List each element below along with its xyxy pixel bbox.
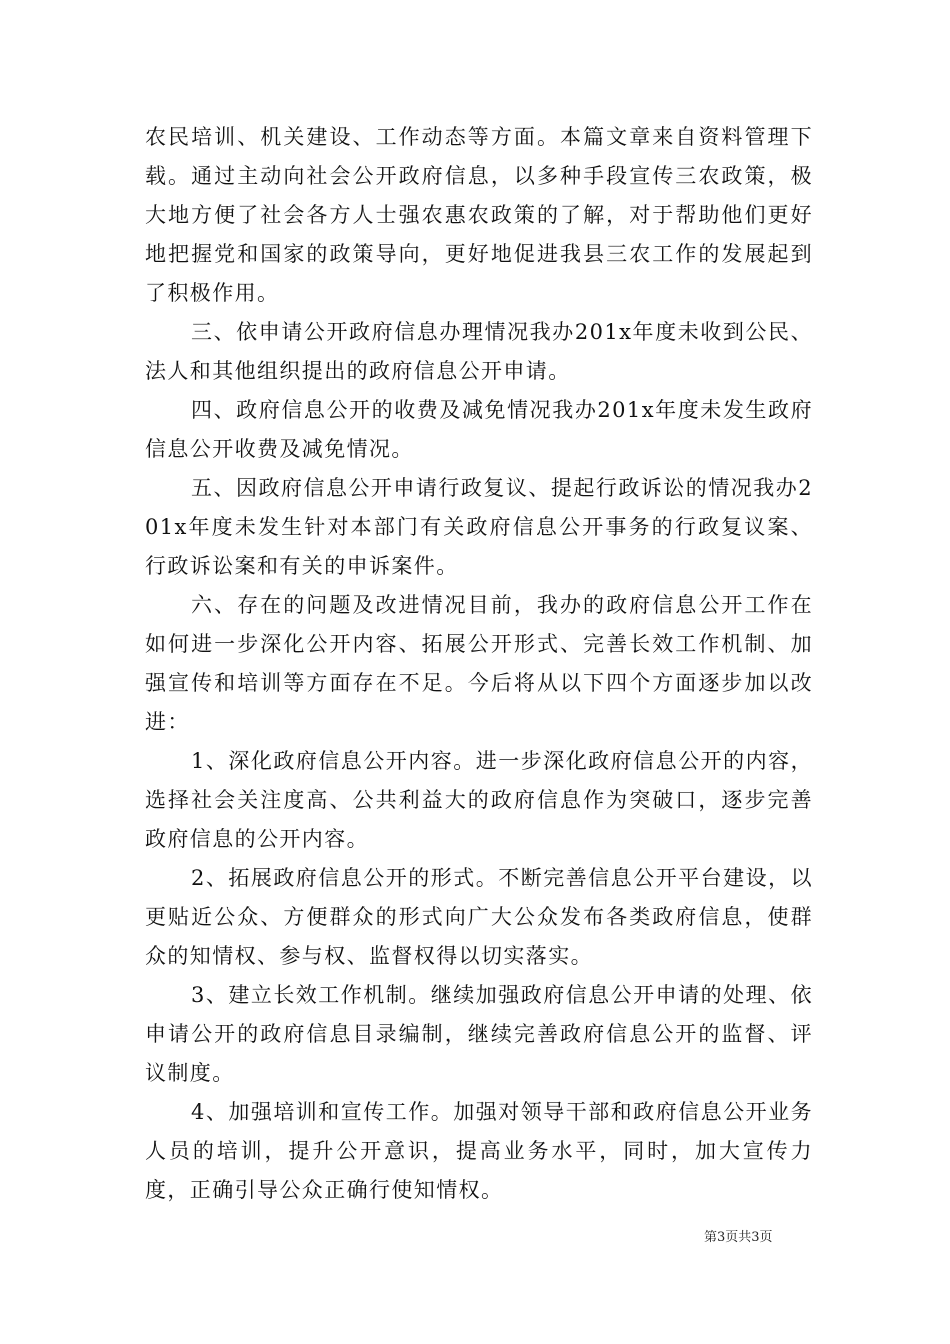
paragraph-section-6: 六、存在的问题及改进情况目前，我办的政府信息公开工作在如何进一步深化公开内容、拓展公开形式、完善长效工作机制、加强宣传和培训等方面存在不足。今后将从以下四个方面逐步加以改进： (145, 593, 813, 734)
paragraph-item-3: 3、建立长效工作机制。继续加强政府信息公开申请的处理、依申请公开的政府信息目录编制，继续完善政府信息公开的监督、评议制度。 (145, 983, 813, 1085)
paragraph-item-2: 2、拓展政府信息公开的形式。不断完善信息公开平台建设，以更贴近公众、方便群众的形式向广大公众发布各类政府信息，使群众的知情权、参与权、监督权得以切实落实。 (145, 866, 813, 968)
paragraph-continued: 农民培训、机关建设、工作动态等方面。本篇文章来自资料管理下载。通过主动向社会公开政府信息，以多种手段宣传三农政策，极大地方便了社会各方人士强农惠农政策的了解，对于帮助他们更好地把握党和国家的政策导向，更好地促进我县三农工作的发展起到了积极作用。 (145, 125, 813, 305)
paragraph-section-3: 三、依申请公开政府信息办理情况我办201x年度未收到公民、法人和其他组织提出的政府信息公开申请。 (145, 320, 813, 383)
paragraph-item-1: 1、深化政府信息公开内容。进一步深化政府信息公开的内容，选择社会关注度高、公共利益大的政府信息作为突破口，逐步完善政府信息的公开内容。 (145, 749, 813, 851)
paragraph-item-4: 4、加强培训和宣传工作。加强对领导干部和政府信息公开业务人员的培训，提升公开意识，提高业务水平，同时，加大宣传力度，正确引导公众正确行使知情权。 (145, 1100, 813, 1202)
paragraph-section-4: 四、政府信息公开的收费及减免情况我办201x年度未发生政府信息公开收费及减免情况。 (145, 398, 813, 461)
paragraph-section-5: 五、因政府信息公开申请行政复议、提起行政诉讼的情况我办201x年度未发生针对本部门有关政府信息公开事务的行政复议案、行政诉讼案和有关的申诉案件。 (145, 476, 813, 578)
page-number-footer: 第3页共3页 (704, 1230, 773, 1245)
document-body (145, 118, 813, 1210)
